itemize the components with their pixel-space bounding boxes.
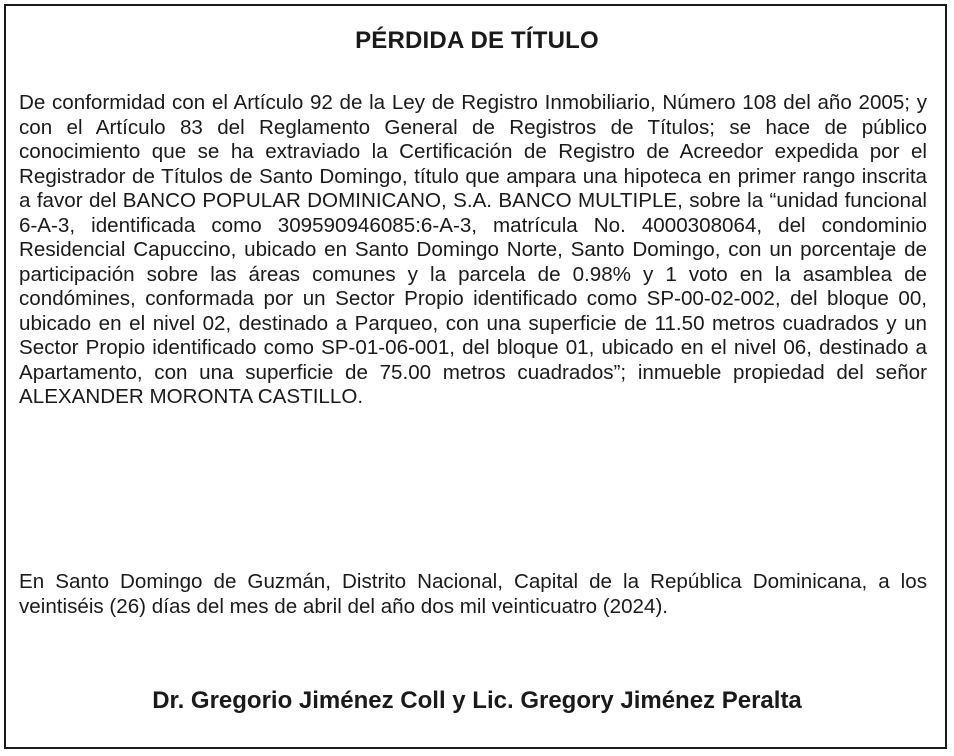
notice-title: PÉRDIDA DE TÍTULO xyxy=(355,27,599,54)
notice-paragraph-date: En Santo Domingo de Guzmán, Distrito Nacional, Capital de la República Dominicana, a los veintiséis (26) días del mes de abril del año dos mil veinticuatro (2024). xyxy=(19,570,927,618)
notice-paragraph-main: De conformidad con el Artículo 92 de la Ley de Registro Inmobiliario, Número 108 del año 2005; y con el Artículo 83 del Reglamento General de Registros de Títulos; se hace de público conocimiento que se ha extraviado la Certificación de Registro de Acreedor expedida por el Registrador de Títulos de Santo Domingo, título que ampara una hipoteca en primer rango inscrita a favor del BANCO POPULAR DOMINICANO, S.A. BANCO MULTIPLE, sobre la “unidad funcional 6-A-3, identificada como 309590946085:6-A-3, matrícula No. 4000308064, del condominio Residencial Capuccino, ubicado en Santo Domingo Norte, Santo Domingo, con un porcentaje de participación sobre las áreas comunes y la parcela de 0.98% y 1 voto en la asamblea de condómines, conformada por un Sector Propio identificado como SP-00-02-002, del bloque 00, ubicado en el nivel 02, destinado a Parqueo, con una superficie de 11.50 metros cuadrados y un Sector Propio identificado como SP-01-06-001, del bloque 01, ubicado en el nivel 06, destinado a Apartamento, con una superficie de 75.00 metros cuadrados”; inmueble propiedad del señor ALEXANDER MORONTA CASTILLO. xyxy=(19,91,927,408)
notice-signature: Dr. Gregorio Jiménez Coll y Lic. Gregory Jiménez Peralta xyxy=(152,687,802,714)
